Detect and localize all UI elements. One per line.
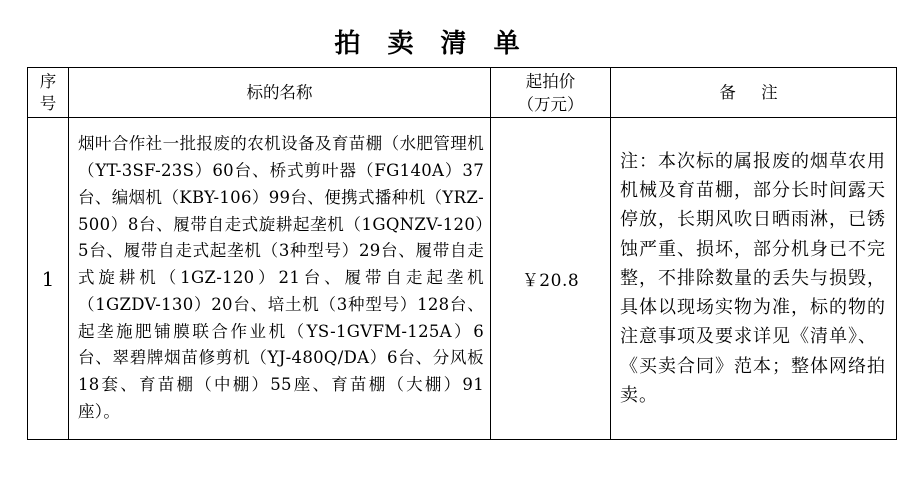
table-header-row xyxy=(28,68,897,118)
header-remark: 备 注 xyxy=(611,68,897,118)
row-seq: 1 xyxy=(28,118,69,440)
page-title: 拍 卖 清 单 xyxy=(334,29,529,59)
row-item-name: 烟叶合作社一批报废的农机设备及育苗棚（水肥管理机（YT-3SF-23S）60台、桥式剪叶器（FG140A）37台、编烟机（KBY-106）99台、便携式播种机（YRZ-500）8台、履带自走式旋耕起垄机（1GQNZV-120）5台、履带自走式起垄机（3种型号）29台、履带自走式旋耕机（1GZ-120）21台、履带自走起垄机（1GZDV-130）20台、培土机（3种型号）128台、起垄施肥铺膜联合作业机（YS-1GVFM-125A）6台、翠碧牌烟苗修剪机（YJ-480Q/DA）6台、分风板18套、育苗棚（中棚）55座、育苗棚（大棚）91座）。 xyxy=(69,118,491,440)
header-item-name: 标的名称 xyxy=(69,68,491,118)
header-start-price xyxy=(491,68,611,118)
auction-list-table xyxy=(27,67,897,440)
header-seq-label: 序号 xyxy=(39,71,57,113)
row-remark: 注：本次标的属报废的烟草农用机械及育苗棚，部分长时间露天停放，长期风吹日晒雨淋，已锈蚀严重、损坏，部分机身已不完整，不排除数量的丢失与损毁，具体以现场实物为准，标的物的注意事项及要求详见《清单》、《买卖合同》范本；整体网络拍卖。 xyxy=(611,118,897,440)
row-start-price: ￥20.8 xyxy=(491,118,611,440)
header-seq xyxy=(28,68,69,118)
header-start-price-line2: （万元） xyxy=(517,94,584,114)
header-start-price-line1: 起拍价 xyxy=(525,71,576,91)
table-row xyxy=(28,118,897,440)
